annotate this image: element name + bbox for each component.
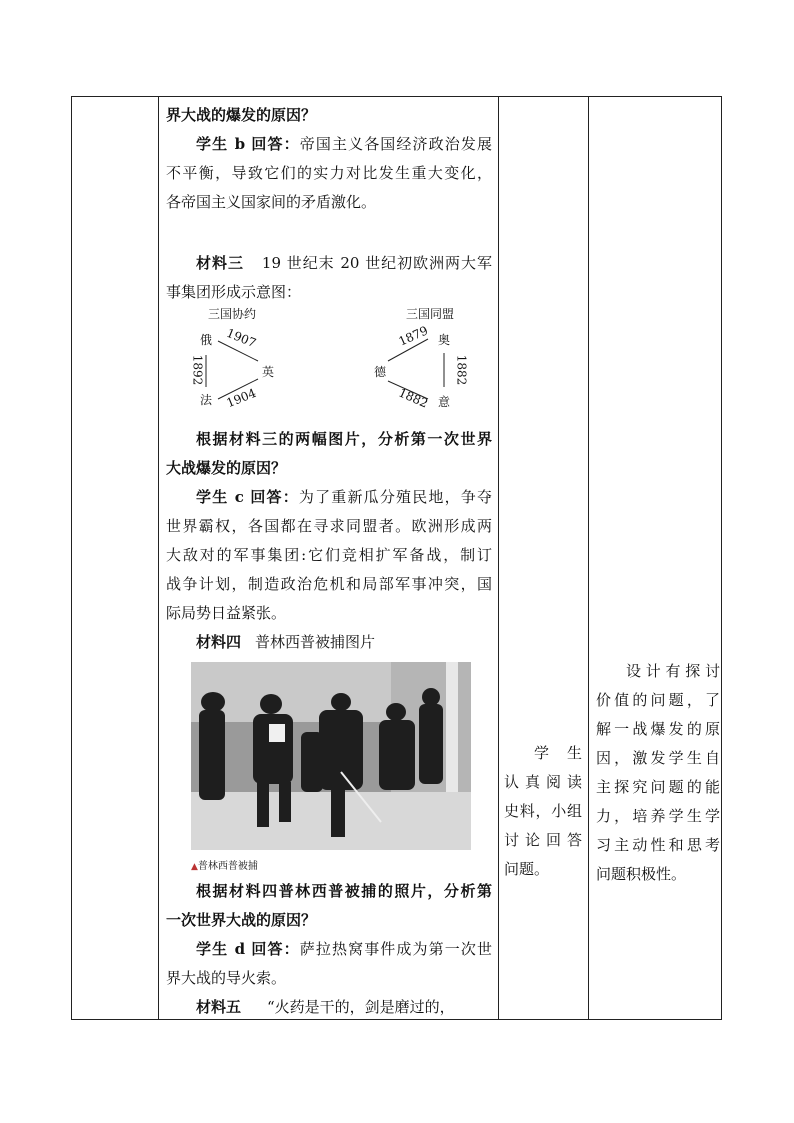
photo-caption: ▲普林西普被捕 <box>191 861 258 872</box>
node-austria: 奥 <box>438 333 451 347</box>
year-1904: 1904 <box>224 385 259 411</box>
year-1892: 1892 <box>190 354 205 386</box>
alliance-diagram <box>166 297 496 422</box>
student-activity-column: 学 生 认真阅读 史料，小组 讨论回答 问题。 <box>504 744 582 878</box>
node-germany: 德 <box>374 365 387 379</box>
principle-arrest-photo <box>191 662 471 850</box>
photo-illustration <box>191 662 471 850</box>
column-divider-3 <box>588 97 589 1019</box>
answer-label: 学生 d 回答： <box>196 940 300 958</box>
material-label: 材料三 <box>196 254 244 272</box>
node-italy: 意 <box>438 395 451 409</box>
triangle-icon: ▲ <box>191 862 198 872</box>
year-1907: 1907 <box>224 325 259 351</box>
year-1882-right: 1882 <box>454 354 469 386</box>
answer-label: 学生 c 回答： <box>196 488 299 506</box>
entente-title: 三国协约 <box>208 307 257 321</box>
node-france: 法 <box>200 393 213 407</box>
design-intent-column: 设计有探讨 价值的问题，了 解一战爆发的原 因，激发学生自 主探究问题的能 力，培养学生学 习主动性和思考 问题积极性。 <box>596 662 720 883</box>
student-b-answer: 学生 b 回答：帝国主义各国经济政治发展 不平衡，导致它们的实力对比发生重大变化， 各帝国主义国家间的矛盾激化。 <box>166 135 492 211</box>
year-1882-bottom: 1882 <box>396 385 431 411</box>
answer-label: 学生 b 回答： <box>196 135 300 153</box>
lesson-table <box>71 96 722 1020</box>
column-divider-2 <box>498 97 499 1019</box>
question-3: 根据材料三的两幅图片，分析第一次世界 大战爆发的原因？ <box>166 430 492 477</box>
year-1879: 1879 <box>396 323 431 349</box>
question-4: 根据材料四普林西普被捕的照片，分析第 一次世界大战的原因？ <box>166 882 492 929</box>
node-russia: 俄 <box>200 333 213 347</box>
material-5: 材料五 “火药是干的，剑是磨过的， <box>196 998 455 1016</box>
column-divider-1 <box>158 97 159 1019</box>
node-britain: 英 <box>262 365 275 379</box>
material-3: 材料三 19 世纪末 20 世纪初欧洲两大军 事集团形成示意图： <box>166 254 492 301</box>
material-4: 材料四 普林西普被捕图片 <box>196 633 376 651</box>
material-label: 材料四 <box>196 633 242 651</box>
material-label: 材料五 <box>196 998 242 1016</box>
question-2-tail: 界大战的爆发的原因？ <box>166 106 317 124</box>
alliance-title: 三国同盟 <box>406 307 455 321</box>
student-c-answer: 学生 c 回答：为了重新瓜分殖民地，争夺 世界霸权，各国都在寻求同盟者。欧洲形成两 大敌对的军事集团:它们竞相扩军备战，制订 战争计划，制造政治危机和局部军事冲突，国 际局势日益紧张。 <box>166 488 492 622</box>
student-d-answer: 学生 d 回答：萨拉热窝事件成为第一次世 界大战的导火索。 <box>166 940 492 987</box>
